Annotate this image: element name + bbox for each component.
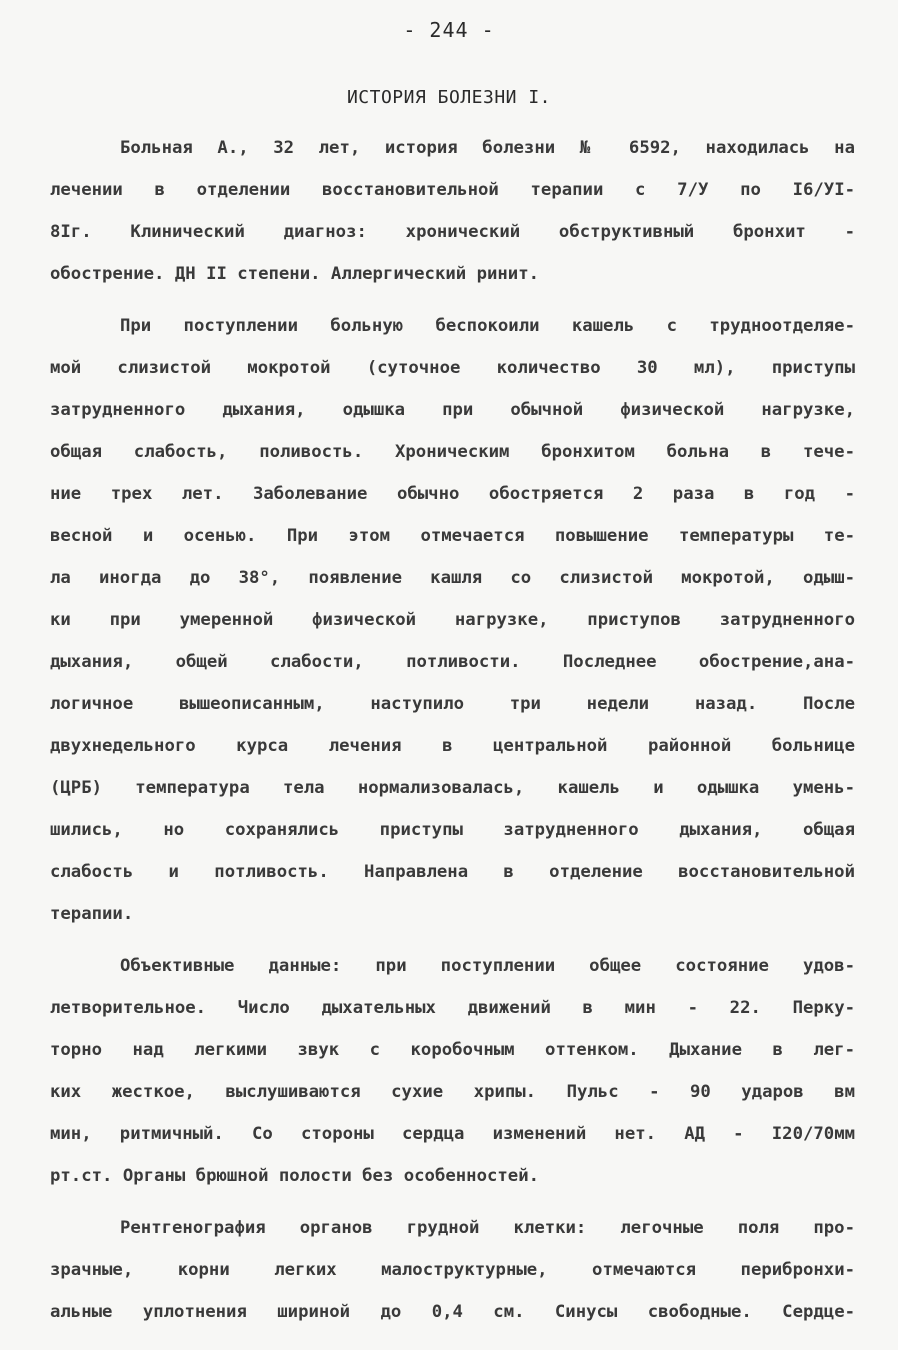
page-number: - 244 - [403,18,495,42]
paragraph-case-intro [50,127,855,295]
text-line: летворительное. Число дыхательных движений в мин - 22. Перку- [50,998,855,1018]
text-line: мин, ритмичный. Со стороны сердца изменений нет. АД - I20/70мм [50,1124,855,1144]
text-line: Рентгенография органов грудной клетки: легочные поля про- [120,1218,855,1238]
text-line: 8Iг. Клинический диагноз: хронический обструктивный бронхит - [50,222,855,242]
text-line: зрачные, корни легких малоструктурные, отмечаются перибронхи- [50,1260,855,1280]
text-line: торно над легкими звук с коробочным оттенком. Дыхание в лег- [50,1040,855,1060]
paragraph-objective-data [50,945,855,1197]
text-line: дыхания, общей слабости, потливости. Последнее обострение,ана- [50,652,855,672]
text-line: ки при умеренной физической нагрузке, приступов затрудненного [50,610,855,630]
text-line: общая слабость, поливость. Хроническим бронхитом больна в тече- [50,442,855,462]
text-line: ла иногда до 38°, появление кашля со слизистой мокротой, одыш- [50,568,855,588]
text-line: двухнедельного курса лечения в центральной районной больнице [50,736,855,756]
text-line: ких жесткое, выслушиваются сухие хрипы. Пульс - 90 ударов вм [50,1082,855,1102]
text-line: мой слизистой мокротой (суточное количество 30 мл), приступы [50,358,855,378]
text-line: рт.ст. Органы брюшной полости без особенностей. [50,1166,539,1186]
text-line: весной и осенью. При этом отмечается повышение температуры те- [50,526,855,546]
text-line: (ЦРБ) температура тела нормализовалась, кашель и одышка умень- [50,778,855,798]
document-title: ИСТОРИЯ БОЛЕЗНИ I. [346,87,552,108]
text-line: Больная А., 32 лет, история болезни № 6592, находилась на [120,138,855,158]
text-line: лечении в отделении восстановительной терапии с 7/У по I6/УI- [50,180,855,200]
text-line: затрудненного дыхания, одышка при обычной физической нагрузке, [50,400,855,420]
text-line: альные уплотнения шириной до 0,4 см. Синусы свободные. Сердце- [50,1302,855,1322]
text-line: терапии. [50,904,134,924]
document-body [50,127,855,1333]
text-line: обострение. ДН II степени. Аллергический ринит. [50,264,539,284]
paragraph-radiography [50,1207,855,1333]
text-line: При поступлении больную беспокоили кашель с трудноотделяе- [120,316,855,336]
text-line: ние трех лет. Заболевание обычно обостряется 2 раза в год - [50,484,855,504]
text-line: шились, но сохранялись приступы затрудненного дыхания, общая [50,820,855,840]
paragraph-admission-complaints [50,305,855,935]
text-line: слабость и потливость. Направлена в отделение восстановительной [50,862,855,882]
text-line: Объективные данные: при поступлении общее состояние удов- [120,956,855,976]
text-line: логичное вышеописанным, наступило три недели назад. После [50,694,855,714]
